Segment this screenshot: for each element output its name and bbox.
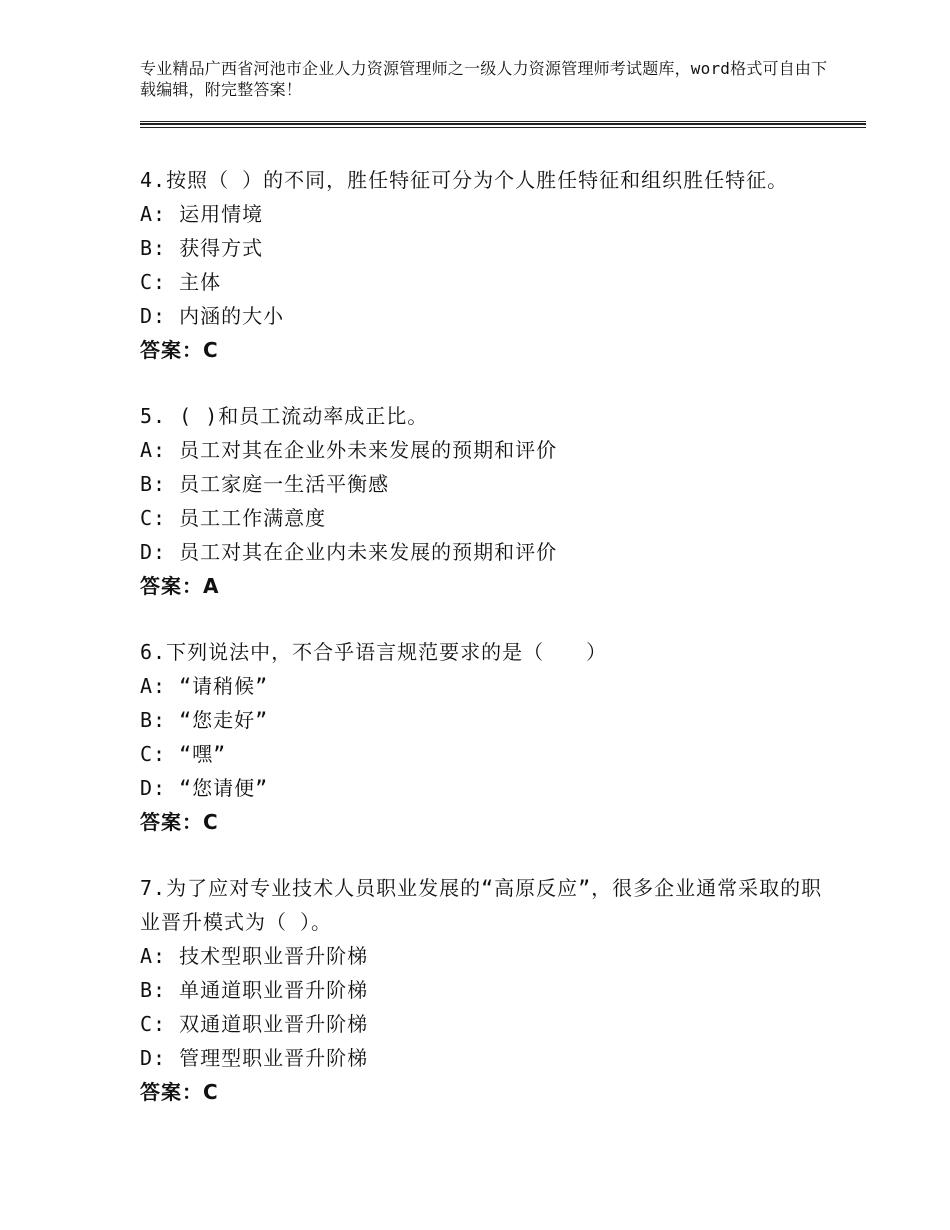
header-divider-top: [140, 121, 866, 122]
option-text: 员工对其在企业外未来发展的预期和评价: [179, 438, 558, 462]
option-text: “请稍候”: [179, 674, 269, 698]
option-c: [140, 737, 830, 771]
question-text: 为了应对专业技术人员职业发展的“高原反应”，很多企业通常采取的职业晋升模式为（ ）。: [140, 876, 823, 934]
option-letter: C:: [140, 742, 167, 766]
option-b: [140, 231, 830, 265]
question-7: [140, 871, 830, 1109]
option-text: 员工对其在企业内未来发展的预期和评价: [179, 540, 558, 564]
option-c: [140, 501, 830, 535]
option-text: 双通道职业晋升阶梯: [179, 1012, 369, 1036]
option-c: [140, 1007, 830, 1041]
question-number: 5.: [140, 404, 167, 428]
option-text: 单通道职业晋升阶梯: [179, 978, 369, 1002]
option-text: “您走好”: [179, 708, 269, 732]
option-letter: B:: [140, 708, 167, 732]
option-letter: B:: [140, 472, 167, 496]
option-a: [140, 669, 830, 703]
option-d: [140, 299, 830, 333]
question-text: 按照（ ）的不同，胜任特征可分为个人胜任特征和组织胜任特征。: [166, 168, 789, 192]
option-a: [140, 939, 830, 973]
option-letter: D:: [140, 776, 167, 800]
option-b: [140, 973, 830, 1007]
question-text: 下列说法中，不合乎语言规范要求的是（ ）: [166, 640, 608, 664]
question-6: [140, 635, 830, 839]
option-text: “您请便”: [179, 776, 269, 800]
option-a: [140, 197, 830, 231]
question-text: ( )和员工流动率成正比。: [179, 404, 429, 428]
option-text: 员工家庭一生活平衡感: [179, 472, 390, 496]
option-text: “嘿”: [179, 742, 227, 766]
option-b: [140, 703, 830, 737]
option-letter: D:: [140, 304, 167, 328]
question-4: [140, 163, 830, 367]
option-letter: C:: [140, 1012, 167, 1036]
option-letter: A:: [140, 202, 167, 226]
question-stem: [140, 871, 830, 939]
header-divider-middle: [140, 123, 866, 125]
option-letter: C:: [140, 270, 167, 294]
option-d: [140, 535, 830, 569]
option-a: [140, 433, 830, 467]
option-text: 管理型职业晋升阶梯: [179, 1046, 369, 1070]
option-c: [140, 265, 830, 299]
option-text: 运用情境: [179, 202, 264, 226]
question-stem: [140, 163, 830, 197]
option-d: [140, 771, 830, 805]
option-letter: A:: [140, 944, 167, 968]
answer-line: 答案：C: [140, 810, 219, 834]
option-text: 主体: [179, 270, 222, 294]
option-letter: B:: [140, 236, 167, 260]
option-b: [140, 467, 830, 501]
option-letter: D:: [140, 540, 167, 564]
question-stem: [140, 399, 830, 433]
option-text: 员工工作满意度: [179, 506, 327, 530]
option-letter: C:: [140, 506, 167, 530]
question-list: [140, 163, 830, 1141]
document-header: 专业精品广西省河池市企业人力资源管理师之一级人力资源管理师考试题库，word格式可自由下载编辑，附完整答案！: [140, 59, 828, 99]
option-text: 技术型职业晋升阶梯: [179, 944, 369, 968]
answer-line: 答案：A: [140, 574, 220, 598]
option-letter: B:: [140, 978, 167, 1002]
answer-line: 答案：C: [140, 1080, 219, 1104]
question-number: 4.: [140, 168, 167, 192]
option-text: 获得方式: [179, 236, 264, 260]
answer-line: 答案：C: [140, 338, 219, 362]
question-5: [140, 399, 830, 603]
option-letter: A:: [140, 438, 167, 462]
question-stem: [140, 635, 830, 669]
option-text: 内涵的大小: [179, 304, 285, 328]
option-letter: A:: [140, 674, 167, 698]
header-divider-bottom: [140, 127, 866, 128]
question-number: 6.: [140, 640, 167, 664]
question-number: 7.: [140, 876, 167, 900]
option-letter: D:: [140, 1046, 167, 1070]
option-d: [140, 1041, 830, 1075]
